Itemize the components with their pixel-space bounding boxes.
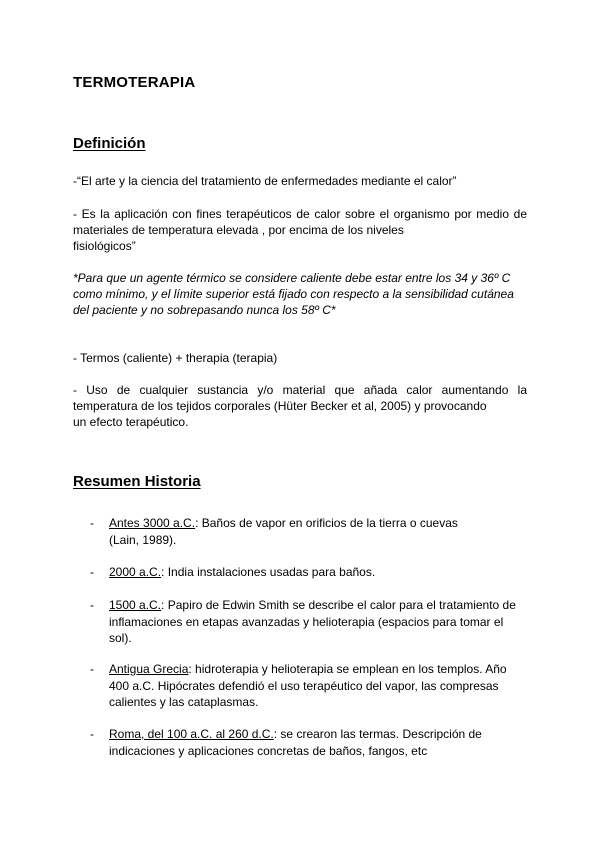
history-text: : India instalaciones usadas para baños. bbox=[161, 565, 376, 579]
application-line: - Es la aplicación con fines terapéuticos de calor sobre el organismo por medio de bbox=[73, 207, 527, 221]
bullet-dash: - bbox=[90, 565, 94, 579]
usage-line: - Uso de cualquier sustancia y/o material que añada calor aumentando la bbox=[73, 383, 527, 397]
document-title: TERMOTERAPIA bbox=[73, 74, 196, 91]
etymology-text: - Termos (caliente) + therapia (terapia) bbox=[73, 351, 278, 365]
history-text: : Papiro de Edwin Smith se describe el calor para el tratamiento de bbox=[161, 598, 516, 612]
definition-quote bbox=[73, 173, 527, 189]
definition-etymology bbox=[73, 350, 527, 366]
bullet-dash: - bbox=[90, 516, 94, 530]
note-line: del paciente y no sobrepasando nunca los 58º C* bbox=[73, 303, 336, 317]
application-line: materiales de temperatura elevada , por encima de los niveles bbox=[73, 223, 404, 237]
note-line: como mínimo, y el límite superior está fijado con respecto a la sensibilidad cutánea bbox=[73, 287, 514, 301]
history-text: : se crearon las termas. Descripción de bbox=[273, 727, 482, 741]
history-era: Antigua Grecia bbox=[109, 662, 189, 676]
bullet-dash: - bbox=[90, 662, 94, 676]
bullet-dash: - bbox=[90, 598, 94, 612]
history-text: sol). bbox=[109, 631, 132, 645]
definition-quote-text: -“El arte y la ciencia del tratamiento de enfermedades mediante el calor” bbox=[73, 174, 457, 188]
history-era: Antes 3000 a.C. bbox=[109, 516, 196, 530]
history-text: : Baños de vapor en orificios de la tierra o cuevas bbox=[195, 516, 458, 530]
history-text: calientes y las cataplasmas. bbox=[109, 695, 259, 709]
definition-usage bbox=[73, 382, 527, 430]
usage-line: temperatura de los tejidos corporales (Hüter Becker et al, 2005) y provocando bbox=[73, 399, 487, 413]
note-line: *Para que un agente térmico se considere caliente debe estar entre los 34 y 36º C bbox=[73, 271, 511, 285]
history-text: : hidroterapia y helioterapia se emplean en los templos. Año bbox=[188, 662, 507, 676]
definition-application bbox=[73, 206, 527, 254]
definition-heading: Definición bbox=[73, 135, 146, 152]
usage-line: un efecto terapéutico. bbox=[73, 415, 189, 429]
bullet-dash: - bbox=[90, 727, 94, 741]
history-era: 1500 a.C. bbox=[109, 598, 162, 612]
application-line: fisiológicos” bbox=[73, 239, 136, 253]
definition-note bbox=[73, 270, 527, 318]
history-text: indicaciones y aplicaciones concretas de baños, fangos, etc bbox=[109, 743, 428, 758]
history-text: inflamaciones en etapas avanzadas y helioterapia (espacios para tomar el bbox=[109, 614, 504, 629]
history-era: 2000 a.C. bbox=[109, 565, 162, 579]
history-text: 400 a.C. Hipócrates defendió el uso terapéutico del vapor, las compresas bbox=[109, 678, 499, 693]
history-era: Roma, del 100 a.C. al 260 d.C. bbox=[109, 727, 274, 741]
history-heading: Resumen Historia bbox=[73, 473, 201, 490]
history-text: (Lain, 1989). bbox=[109, 532, 177, 547]
